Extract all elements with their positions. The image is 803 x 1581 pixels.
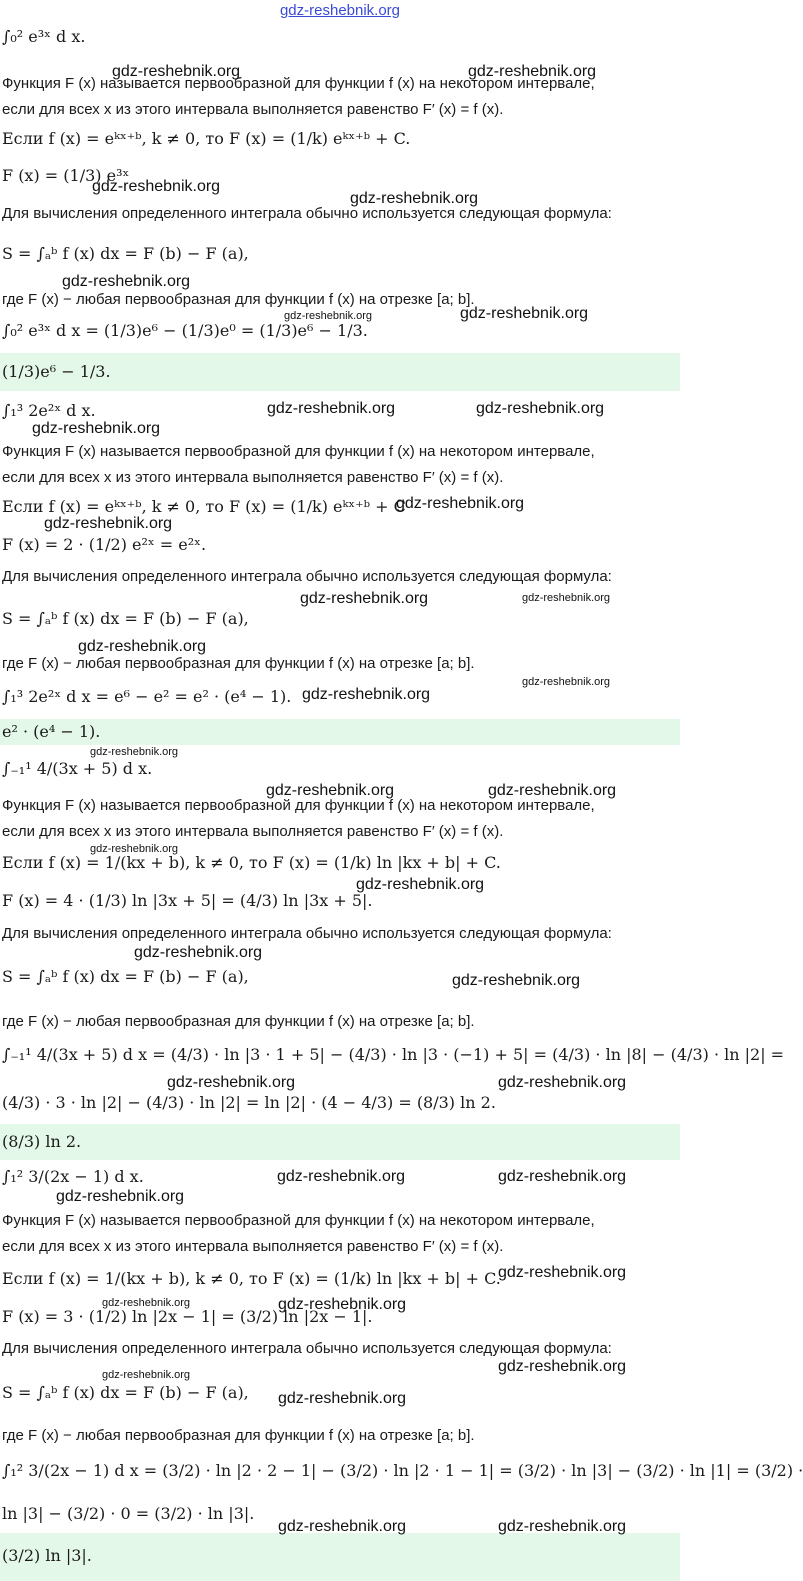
answer-4: (3/2) ln |3|. <box>2 1546 92 1565</box>
watermark: gdz-reshebnik.org <box>350 190 479 207</box>
where-4: где F (x) − любая первообразная для функции f (x) на отрезке [a; b]. <box>2 1427 475 1444</box>
watermark: gdz-reshebnik.org <box>452 972 581 989</box>
watermark: gdz-reshebnik.org <box>277 1168 406 1185</box>
rule-3: Если f (x) = 1/(kx + b), k ≠ 0, то F (x) = (1/k) ln |kx + b| + C. <box>2 853 501 872</box>
watermark: gdz-reshebnik.org <box>167 1074 296 1091</box>
integral-4: ∫₁² 3/(2x − 1) d x. <box>2 1167 144 1186</box>
answer-box-2 <box>0 719 680 745</box>
answer-box-4 <box>0 1533 680 1581</box>
formula-3: S = ∫ₐᵇ f (x) dx = F (b) − F (a), <box>2 967 249 986</box>
definition-line-1: Функция F (x) называется первообразной для функции f (x) на некотором интервале, <box>2 797 595 814</box>
antiderivative-4: F (x) = 3 · (1/2) ln |2x − 1| = (3/2) ln |2x − 1|. <box>2 1307 373 1326</box>
formula-4: S = ∫ₐᵇ f (x) dx = F (b) − F (a), <box>2 1383 249 1402</box>
calculation-1: ∫₀² e³ˣ d x = (1/3)e⁶ − (1/3)e⁰ = (1/3)e⁶ − 1/3. <box>2 321 368 340</box>
answer-box-3 <box>0 1124 680 1160</box>
integral-3: ∫₋₁¹ 4/(3x + 5) d x. <box>2 759 153 778</box>
calculation-2: ∫₁³ 2e²ˣ d x = e⁶ − e² = e² · (e⁴ − 1). <box>2 687 292 706</box>
integral-1: ∫₀² e³ˣ d x. <box>2 27 86 46</box>
formula-intro-1: Для вычисления определенного интеграла обычно используется следующая формула: <box>2 205 612 222</box>
watermark: gdz-reshebnik.org <box>278 1390 407 1407</box>
rule-1: Если f (x) = eᵏˣ⁺ᵇ, k ≠ 0, то F (x) = (1/k) eᵏˣ⁺ᵇ + C. <box>2 129 411 148</box>
watermark: gdz-reshebnik.org <box>134 944 263 961</box>
formula-intro-3: Для вычисления определенного интеграла обычно используется следующая формула: <box>2 925 612 942</box>
watermark: gdz-reshebnik.org <box>102 1369 191 1381</box>
watermark: gdz-reshebnik.org <box>468 63 597 80</box>
definition-line-2: если для всех x из этого интервала выполняется равенство F′ (x) = f (x). <box>2 101 504 118</box>
watermark: gdz-reshebnik.org <box>278 1296 407 1313</box>
watermark: gdz-reshebnik.org <box>356 876 485 893</box>
antiderivative-1: F (x) = (1/3) e³ˣ <box>2 166 130 185</box>
formula-intro-4: Для вычисления определенного интеграла обычно используется следующая формула: <box>2 1340 612 1357</box>
watermark: gdz-reshebnik.org <box>498 1074 627 1091</box>
watermark: gdz-reshebnik.org <box>92 178 221 195</box>
watermark: gdz-reshebnik.org <box>396 495 525 512</box>
where-1: где F (x) − любая первообразная для функции f (x) на отрезке [a; b]. <box>2 291 475 308</box>
watermark: gdz-reshebnik.org <box>300 590 429 607</box>
formula-1: S = ∫ₐᵇ f (x) dx = F (b) − F (a), <box>2 244 249 263</box>
formula-intro-2: Для вычисления определенного интеграла обычно используется следующая формула: <box>2 568 612 585</box>
watermark: gdz-reshebnik.org <box>302 686 431 703</box>
watermark: gdz-reshebnik.org <box>267 400 396 417</box>
watermark: gdz-reshebnik.org <box>522 676 611 688</box>
watermark: gdz-reshebnik.org <box>90 746 179 758</box>
answer-box-1 <box>0 353 680 391</box>
rule-2: Если f (x) = eᵏˣ⁺ᵇ, k ≠ 0, то F (x) = (1/k) eᵏˣ⁺ᵇ + C <box>2 497 406 516</box>
watermark: gdz-reshebnik.org <box>476 400 605 417</box>
antiderivative-3: F (x) = 4 · (1/3) ln |3x + 5| = (4/3) ln |3x + 5|. <box>2 891 373 910</box>
watermark: gdz-reshebnik.org <box>78 638 207 655</box>
rule-4: Если f (x) = 1/(kx + b), k ≠ 0, то F (x) = (1/k) ln |kx + b| + C. <box>2 1269 501 1288</box>
formula-2: S = ∫ₐᵇ f (x) dx = F (b) − F (a), <box>2 609 249 628</box>
watermark: gdz-reshebnik.org <box>278 1518 407 1535</box>
definition-line-1: Функция F (x) называется первообразной для функции f (x) на некотором интервале, <box>2 75 595 92</box>
watermark: gdz-reshebnik.org <box>460 305 589 322</box>
watermark: gdz-reshebnik.org <box>112 63 241 80</box>
antiderivative-2: F (x) = 2 · (1/2) e²ˣ = e²ˣ. <box>2 535 207 554</box>
where-3: где F (x) − любая первообразная для функции f (x) на отрезке [a; b]. <box>2 1013 475 1030</box>
calculation-3a: ∫₋₁¹ 4/(3x + 5) d x = (4/3) · ln |3 · 1 + 5| − (4/3) · ln |3 · (−1) + 5| = (4/3) · ln |8| − (4/3) · ln |2| = <box>2 1045 785 1064</box>
watermark: gdz-reshebnik.org <box>44 515 173 532</box>
definition-line-2: если для всех x из этого интервала выполняется равенство F′ (x) = f (x). <box>2 469 504 486</box>
calculation-3b: (4/3) · 3 · ln |2| − (4/3) · ln |2| = ln |2| · (4 − 4/3) = (8/3) ln 2. <box>2 1093 496 1112</box>
definition-line-2: если для всех x из этого интервала выполняется равенство F′ (x) = f (x). <box>2 1238 504 1255</box>
watermark: gdz-reshebnik.org <box>498 1518 627 1535</box>
integral-2: ∫₁³ 2e²ˣ d x. <box>2 401 96 420</box>
calculation-4a: ∫₁² 3/(2x − 1) d x = (3/2) · ln |2 · 2 − 1| − (3/2) · ln |2 · 1 − 1| = (3/2) · ln |3| − (3/2) · ln |1| = (3/2) · <box>2 1461 803 1480</box>
answer-1: (1/3)e⁶ − 1/3. <box>2 362 111 381</box>
watermark: gdz-reshebnik.org <box>102 1297 191 1309</box>
watermark: gdz-reshebnik.org <box>522 592 611 604</box>
definition-line-1: Функция F (x) называется первообразной для функции f (x) на некотором интервале, <box>2 443 595 460</box>
calculation-4b: ln |3| − (3/2) · 0 = (3/2) · ln |3|. <box>2 1504 255 1523</box>
watermark: gdz-reshebnik.org <box>498 1358 627 1375</box>
site-link[interactable]: gdz-reshebnik.org <box>279 2 401 19</box>
answer-3: (8/3) ln 2. <box>2 1132 82 1151</box>
watermark: gdz-reshebnik.org <box>498 1264 627 1281</box>
watermark: gdz-reshebnik.org <box>498 1168 627 1185</box>
where-2: где F (x) − любая первообразная для функции f (x) на отрезке [a; b]. <box>2 655 475 672</box>
watermark: gdz-reshebnik.org <box>32 420 161 437</box>
watermark: gdz-reshebnik.org <box>62 273 191 290</box>
definition-line-2: если для всех x из этого интервала выполняется равенство F′ (x) = f (x). <box>2 823 504 840</box>
answer-2: e² · (e⁴ − 1). <box>2 722 101 741</box>
watermark: gdz-reshebnik.org <box>56 1188 185 1205</box>
watermark: gdz-reshebnik.org <box>284 310 373 322</box>
watermark: gdz-reshebnik.org <box>266 782 395 799</box>
watermark: gdz-reshebnik.org <box>90 843 179 855</box>
definition-line-1: Функция F (x) называется первообразной для функции f (x) на некотором интервале, <box>2 1212 595 1229</box>
watermark: gdz-reshebnik.org <box>488 782 617 799</box>
